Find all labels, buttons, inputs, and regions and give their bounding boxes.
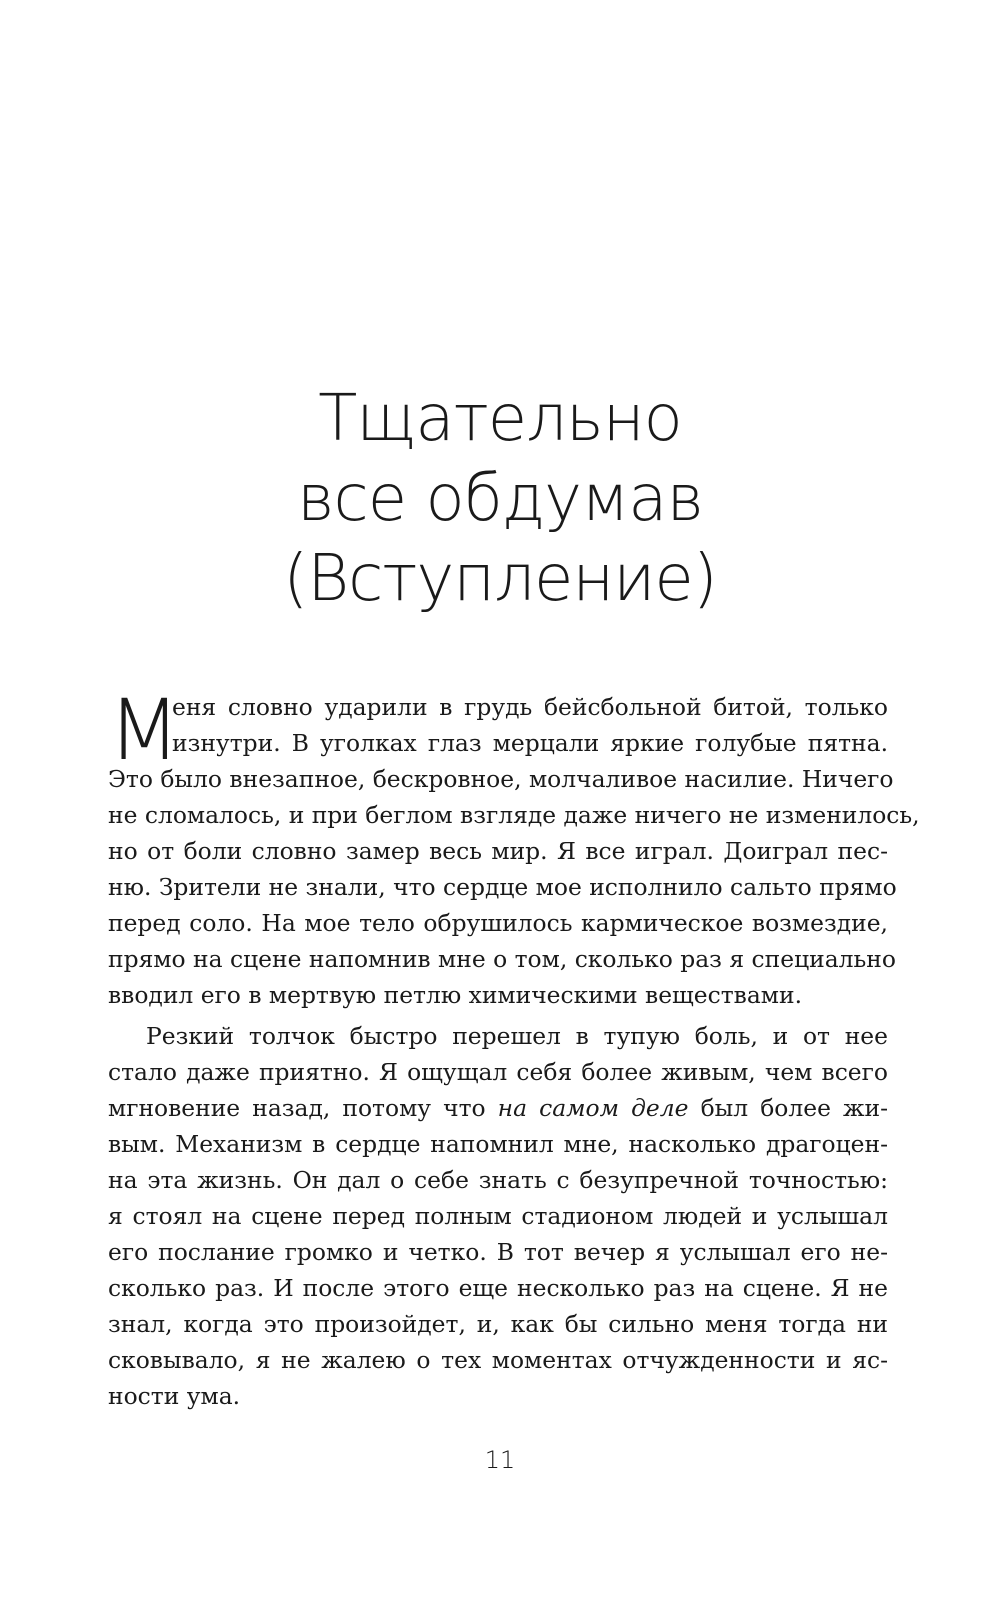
- paragraph-1-line: перед соло. На мое тело обрушилось кармическое возмездие,: [108, 909, 888, 937]
- paragraph-1-line: ню. Зрители не знали, что сердце мое исполнило сальто прямо: [108, 873, 897, 901]
- paragraph-1-line: изнутри. В уголках глаз мерцали яркие голубые пятна.: [172, 729, 888, 757]
- paragraph-1-line: еня словно ударили в грудь бейсбольной битой, только: [172, 693, 888, 721]
- paragraph-1-line: вводил его в мертвую петлю химическими веществами.: [108, 981, 803, 1009]
- paragraph-2-line: сколько раз. И после этого еще несколько раз на сцене. Я не: [108, 1274, 888, 1302]
- italic-emphasis: на самом деле: [497, 1094, 689, 1122]
- paragraph-2-line: вым. Механизм в сердце напомнил мне, насколько драгоцен-: [108, 1130, 888, 1158]
- paragraph-2-line: знал, когда это произойдет, и, как бы сильно меня тогда ни: [108, 1310, 888, 1338]
- chapter-title-line-2: все обдумав: [297, 462, 703, 536]
- drop-cap: М: [108, 681, 181, 779]
- paragraph-1-line: не сломалось, и при беглом взгляде даже ничего не изменилось,: [108, 801, 920, 829]
- paragraph-2-line: его послание громко и четко. В тот вечер я услышал его не-: [108, 1238, 888, 1266]
- paragraph-2-line: ности ума.: [108, 1382, 241, 1410]
- line-text-after-italic: был более жи-: [688, 1094, 888, 1122]
- chapter-title-line-1: Тщательно: [318, 382, 682, 456]
- paragraph-1-line: но от боли словно замер весь мир. Я все играл. Доиграл пес-: [108, 837, 888, 865]
- paragraph-2-line: стало даже приятно. Я ощущал себя более живым, чем всего: [108, 1058, 888, 1086]
- paragraph-2-line: я стоял на сцене перед полным стадионом людей и услышал: [108, 1202, 888, 1230]
- paragraph-2-line: [108, 1090, 888, 1126]
- paragraph-1-line: Это было внезапное, бескровное, молчаливое насилие. Ничего: [108, 765, 894, 793]
- paragraph-2-line: сковывало, я не жалею о тех моментах отчужденности и яс-: [108, 1346, 888, 1374]
- paragraph-1-line: прямо на сцене напомнив мне о том, сколько раз я специально: [108, 945, 896, 973]
- line-text-before-italic: мгновение назад, потому что: [108, 1094, 498, 1122]
- paragraph-2-line: на эта жизнь. Он дал о себе знать с безупречной точностью:: [108, 1166, 888, 1194]
- page-number: 11: [484, 1446, 516, 1474]
- chapter-title-line-3: (Вступление): [283, 542, 717, 616]
- paragraph-2-line: Резкий толчок быстро перешел в тупую боль, и от нее: [146, 1022, 888, 1050]
